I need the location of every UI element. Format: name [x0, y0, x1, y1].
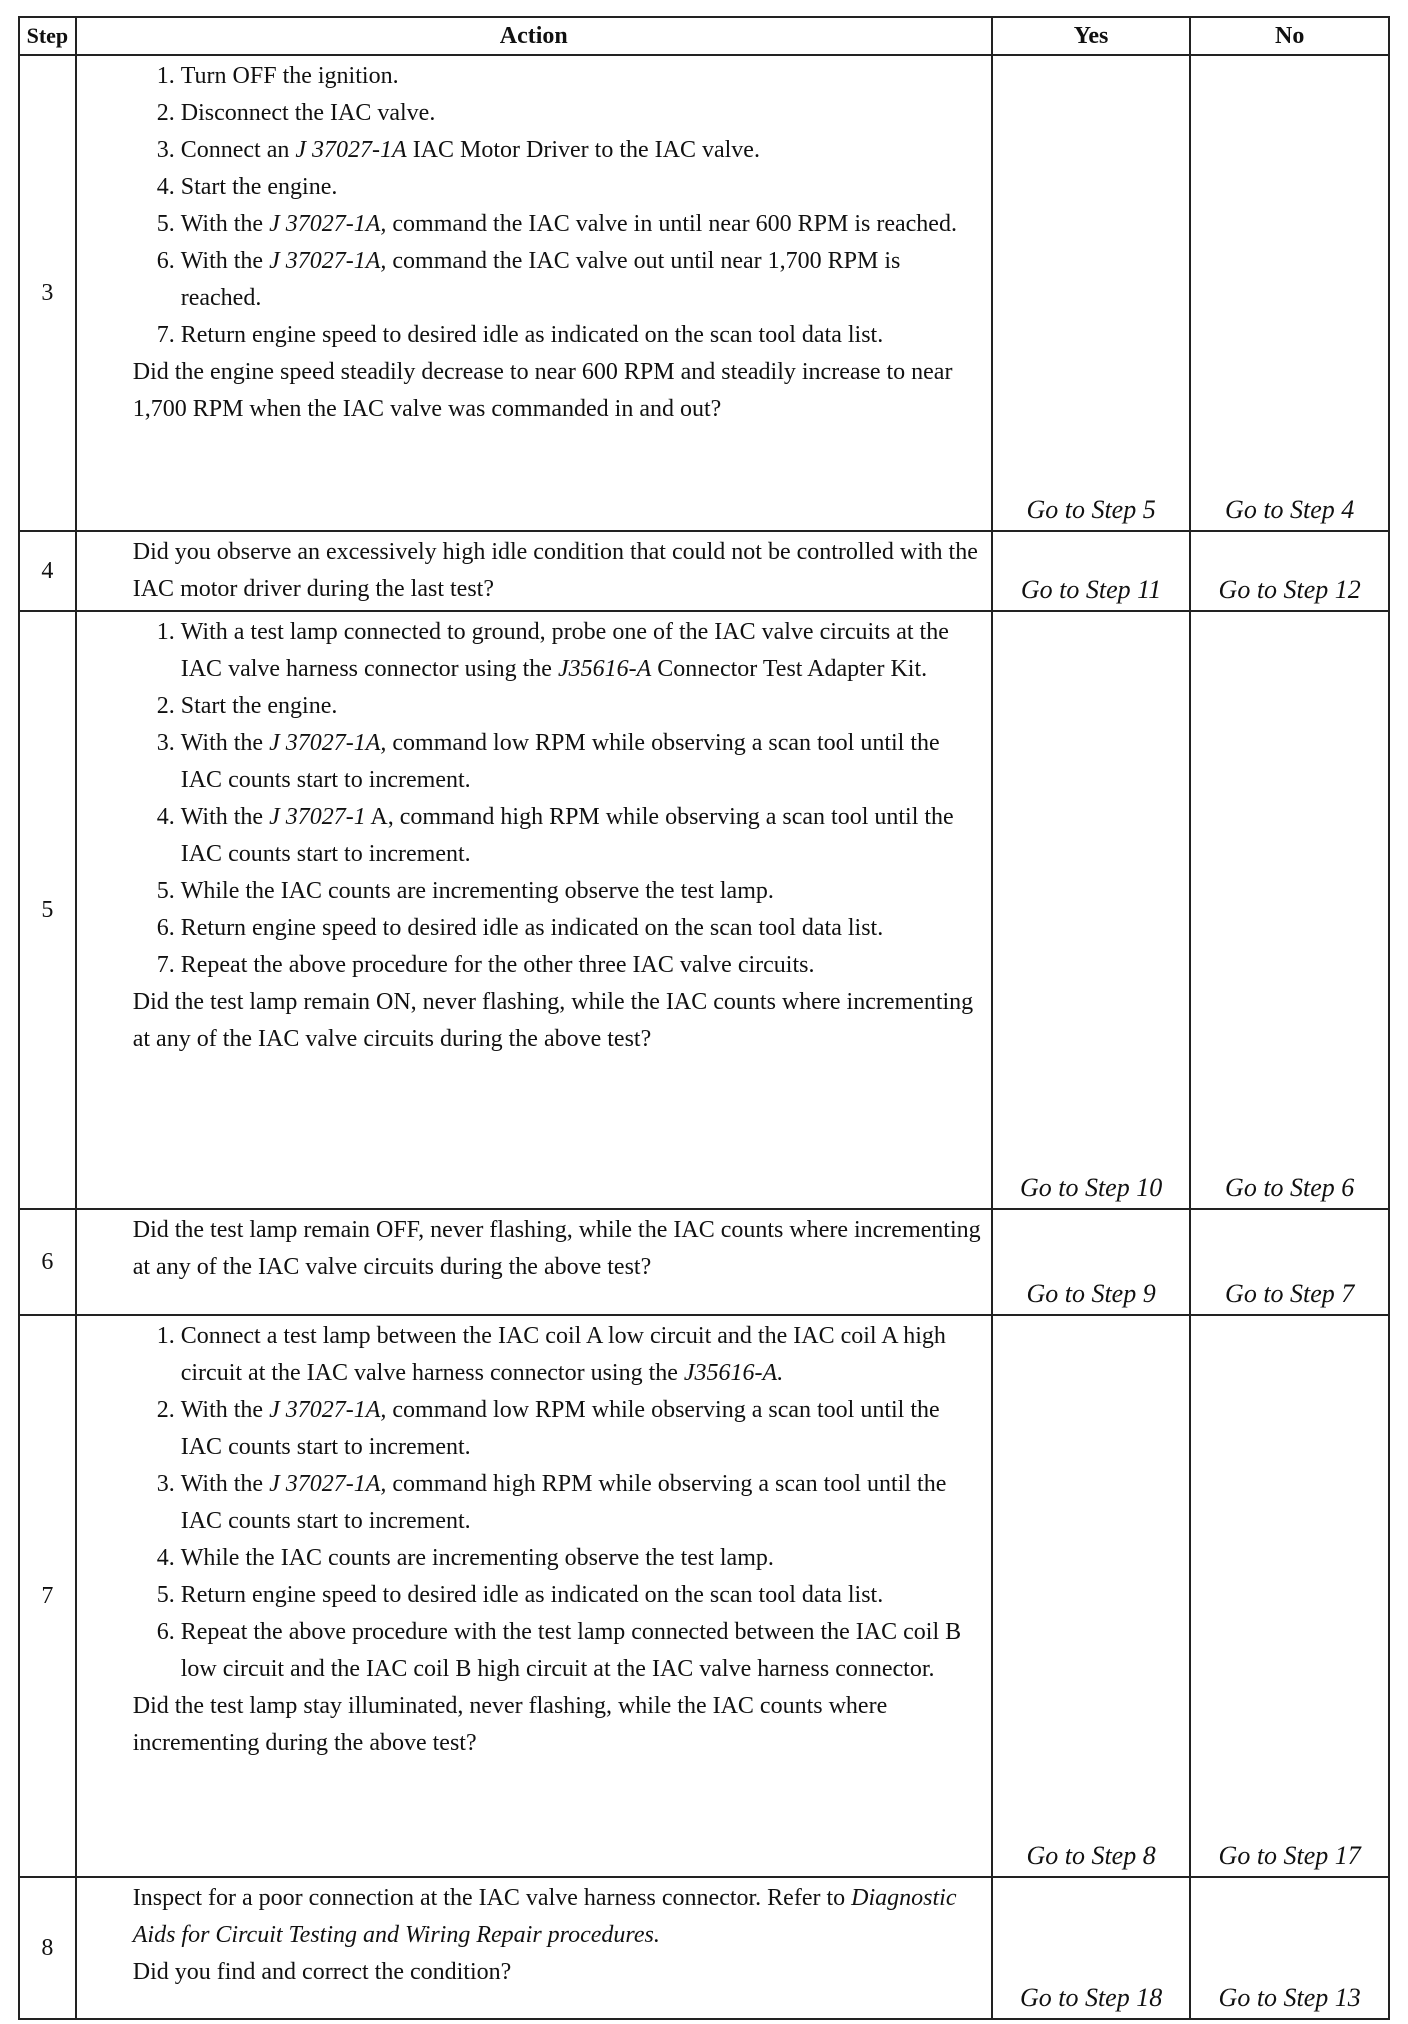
header-step: Step: [19, 17, 76, 55]
action-step-item: [157, 132, 981, 169]
action-step-item: [157, 799, 981, 873]
action-question: Did the engine speed steadily decrease to near 600 RPM and steadily increase to near 1,700 RPM when the IAC valve was commanded in and out?: [132, 359, 953, 422]
action-step-item: [157, 947, 981, 984]
action-step-item: [157, 1614, 981, 1688]
item-text: [181, 63, 399, 89]
item-number: 7.: [156, 952, 175, 978]
action-question: Did you find and correct the condition?: [132, 1959, 512, 1985]
table-row: [19, 531, 1389, 611]
action-step-item: [157, 614, 981, 688]
action-cell: [76, 1209, 992, 1315]
text-segment: With the: [180, 804, 270, 830]
item-text: [181, 174, 338, 200]
no-result: Go to Step 13: [1190, 1877, 1389, 2019]
tool-reference: J 37027-1A,: [269, 211, 387, 237]
item-text: [181, 952, 815, 978]
action-step-item: [157, 317, 981, 354]
action-question: Did the test lamp remain ON, never flashing, while the IAC counts where incrementing at any of the IAC valve circuits during the above test?: [132, 989, 974, 1052]
text-segment: Return engine speed to desired idle as indicated on the scan tool data list.: [180, 915, 884, 941]
item-text: [181, 915, 883, 941]
table-row: [19, 1209, 1389, 1315]
item-number: 6.: [156, 1619, 175, 1645]
no-result: Go to Step 4: [1190, 55, 1389, 531]
item-text: [181, 804, 954, 867]
diagnostic-table-page: [18, 16, 1390, 2010]
step-number: 6: [19, 1209, 76, 1315]
item-text: [181, 1545, 774, 1571]
item-text: [181, 878, 774, 904]
item-text: [181, 248, 901, 311]
text-segment: Repeat the above procedure with the test lamp connected between the IAC coil B low circuit and the IAC coil B high circuit at the IAC valve harness connector.: [180, 1619, 962, 1682]
table-row: [19, 1877, 1389, 2019]
table-row: [19, 1315, 1389, 1877]
item-text: [181, 1619, 961, 1682]
item-number: 3.: [156, 730, 175, 756]
item-number: 4.: [156, 804, 175, 830]
item-number: 4.: [156, 1545, 175, 1571]
action-step-item: [157, 169, 981, 206]
text-segment: command the IAC valve out until near 1,700 RPM is reached.: [180, 248, 901, 311]
no-result: Go to Step 17: [1190, 1315, 1389, 1877]
item-text: [181, 1471, 947, 1534]
item-number: 2.: [156, 100, 175, 126]
item-text: [181, 211, 957, 237]
item-number: 7.: [156, 322, 175, 348]
action-step-item: [157, 910, 981, 947]
text-segment: Connector Test Adapter Kit.: [651, 656, 928, 682]
yes-result: Go to Step 10: [992, 611, 1191, 1209]
action-step-item: [157, 206, 981, 243]
item-text: [181, 1323, 946, 1386]
step-number: 8: [19, 1877, 76, 2019]
action-cell: [76, 611, 992, 1209]
item-number: 5.: [156, 1582, 175, 1608]
item-text: [181, 1582, 883, 1608]
yes-result: Go to Step 18: [992, 1877, 1191, 2019]
item-text: [181, 100, 436, 126]
header-no: No: [1190, 17, 1389, 55]
text-segment: Disconnect the IAC valve.: [180, 100, 436, 126]
text-segment: Turn OFF the ignition.: [180, 63, 399, 89]
tool-reference: J 37027-1A: [295, 137, 407, 163]
no-result: Go to Step 12: [1190, 531, 1389, 611]
step-number: 5: [19, 611, 76, 1209]
item-text: [181, 322, 883, 348]
tool-reference: J 37027-1A,: [269, 1471, 387, 1497]
text-segment: With the: [180, 1471, 270, 1497]
text-segment: command low RPM while observing a scan tool until the IAC counts start to increment.: [180, 1397, 940, 1460]
action-cell: [76, 1315, 992, 1877]
action-cell: [76, 1877, 992, 2019]
item-number: 1.: [156, 619, 175, 645]
yes-result: Go to Step 5: [992, 55, 1191, 531]
action-step-item: [157, 1540, 981, 1577]
item-number: 5.: [156, 878, 175, 904]
yes-result: Go to Step 8: [992, 1315, 1191, 1877]
action-step-item: [157, 58, 981, 95]
action-step-item: [157, 725, 981, 799]
action-cell: [76, 531, 992, 611]
item-text: [181, 1397, 940, 1460]
text-segment: With a test lamp connected to ground, probe one of the IAC valve circuits at the IAC valve harness connector using the: [180, 619, 949, 682]
text-segment: With the: [180, 248, 270, 274]
no-result: Go to Step 6: [1190, 611, 1389, 1209]
text-segment: Connect an: [180, 137, 296, 163]
step-number: 4: [19, 531, 76, 611]
text-segment: command high RPM while observing a scan tool until the IAC counts start to increment.: [180, 1471, 947, 1534]
action-question: Did the test lamp stay illuminated, never flashing, while the IAC counts where incrementing during the above test?: [132, 1693, 888, 1756]
tool-reference: J 37027-1A,: [269, 248, 387, 274]
header-yes: Yes: [992, 17, 1191, 55]
text-segment: With the: [180, 211, 270, 237]
text-segment: Start the engine.: [180, 174, 338, 200]
text-segment: Return engine speed to desired idle as indicated on the scan tool data list.: [180, 322, 884, 348]
item-text: [181, 730, 940, 793]
action-step-item: [157, 873, 981, 910]
text-segment: IAC Motor Driver to the IAC valve.: [406, 137, 760, 163]
item-number: 4.: [156, 174, 175, 200]
action-step-item: [157, 243, 981, 317]
item-number: 6.: [156, 248, 175, 274]
tool-reference: J 37027-1A,: [269, 1397, 387, 1423]
header-row: [19, 17, 1389, 55]
text-segment: command low RPM while observing a scan tool until the IAC counts start to increment.: [180, 730, 940, 793]
yes-result: Go to Step 9: [992, 1209, 1191, 1315]
text-segment: command the IAC valve in until near 600 RPM is reached.: [386, 211, 957, 237]
item-number: 2.: [156, 1397, 175, 1423]
text-segment: Inspect for a poor connection at the IAC valve harness connector. Refer to: [132, 1885, 852, 1911]
table-row: [19, 611, 1389, 1209]
tool-reference: Diagnostic Aids for Circuit Testing and Wiring Repair procedures.: [132, 1885, 957, 1948]
yes-result: Go to Step 11: [992, 531, 1191, 611]
header-action: Action: [76, 17, 992, 55]
action-step-item: [157, 1577, 981, 1614]
text-segment: Connect a test lamp between the IAC coil A low circuit and the IAC coil A high circuit at the IAC valve harness connector using the: [180, 1323, 946, 1386]
item-text: [181, 619, 949, 682]
action-cell: [76, 55, 992, 531]
tool-reference: J35616-A.: [683, 1360, 784, 1386]
table-row: [19, 55, 1389, 531]
item-number: 3.: [156, 137, 175, 163]
table-body: [19, 55, 1389, 2019]
action-instruction: [133, 1880, 981, 1954]
action-question: Did the test lamp remain OFF, never flashing, while the IAC counts where incrementing at any of the IAC valve circuits during the above test?: [132, 1217, 981, 1280]
item-number: 3.: [156, 1471, 175, 1497]
item-number: 1.: [156, 1323, 175, 1349]
action-step-item: [157, 95, 981, 132]
item-number: 2.: [156, 693, 175, 719]
tool-reference: J 37027-1A,: [269, 730, 387, 756]
text-segment: With the: [180, 730, 270, 756]
action-step-item: [157, 1392, 981, 1466]
tool-reference: J35616-A: [557, 656, 652, 682]
text-segment: Start the engine.: [180, 693, 338, 719]
diagnostic-table: [18, 16, 1390, 2020]
item-text: [181, 137, 760, 163]
item-number: 1.: [156, 63, 175, 89]
text-segment: A, command high RPM while observing a scan tool until the IAC counts start to increment.: [180, 804, 954, 867]
action-step-item: [157, 688, 981, 725]
text-segment: With the: [180, 1397, 270, 1423]
tool-reference: J 37027-1: [269, 804, 366, 830]
action-step-item: [157, 1318, 981, 1392]
text-segment: While the IAC counts are incrementing observe the test lamp.: [180, 878, 774, 904]
text-segment: Return engine speed to desired idle as indicated on the scan tool data list.: [180, 1582, 884, 1608]
action-step-item: [157, 1466, 981, 1540]
no-result: Go to Step 7: [1190, 1209, 1389, 1315]
text-segment: While the IAC counts are incrementing observe the test lamp.: [180, 1545, 774, 1571]
item-text: [181, 693, 338, 719]
item-number: 5.: [156, 211, 175, 237]
text-segment: Repeat the above procedure for the other three IAC valve circuits.: [180, 952, 815, 978]
step-number: 3: [19, 55, 76, 531]
action-question: Did you observe an excessively high idle condition that could not be controlled with the IAC motor driver during the last test?: [132, 539, 978, 602]
step-number: 7: [19, 1315, 76, 1877]
item-number: 6.: [156, 915, 175, 941]
